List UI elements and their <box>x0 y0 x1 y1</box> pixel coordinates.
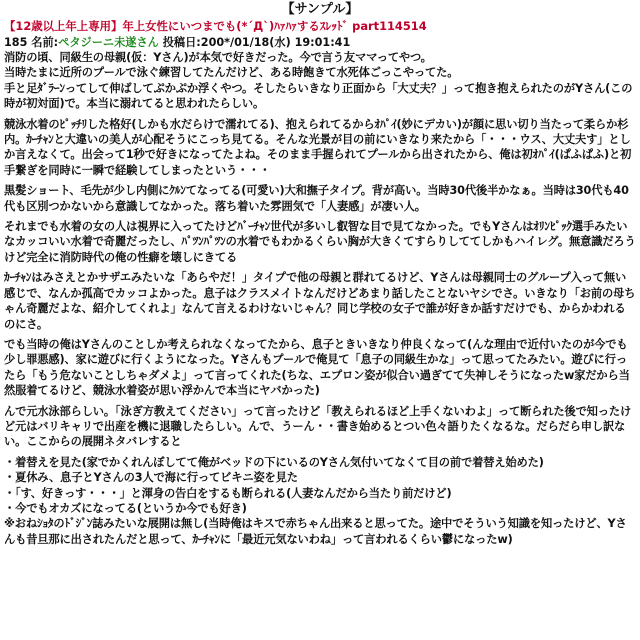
text-line: ｶｰﾁｬﾝはみさえとかサザエみたいな「あらやだ！」タイプで他の母親と群れてるけど、Yさんは母親同士のグループ入って無い感じで、なんか孤高でカッコよかった。息子はクラスメイトなんだけどあまり話したことないヤシでさ。いきなり「お前の母ちゃん奇麗だよな、紹介してくれよ」なんて言えるわけないじゃん？同じ学校の女子で誰が好きか話すだけでも、からかわれるのにさ。 <box>4 271 636 331</box>
text-line: 手と足ﾀﾞﾗｰﾝってして伸ばしてぷかぷか浮くやつ。そしたらいきなり正面から「大丈夫？」って抱き抱えられたのがYさん(この時が初対面)で。本当に溺れてると思われたらしい。 <box>4 81 633 111</box>
text-line: 消防の頃、同級生の母親(仮：Yさん)が本気で好きだった。今で言う友ママってやつ。 <box>4 51 432 64</box>
post-date: 200*/01/18(水) 19:01:41 <box>200 35 351 49</box>
paragraph <box>4 404 636 450</box>
paragraph <box>4 183 636 214</box>
page-title: 【サンプル】 <box>281 2 359 17</box>
text-line: でも当時の俺はYさんのことしか考えられなくなってたから、息子ときいきなり仲良くなって(んな理由で近付いたのが今でも少し罪悪感)、家に遊びに行くようになった。Yさんもプールで俺見て「息子の同級生かな」って思ってたみたい。遊びに行ったら「もう危ないことしちゃダメよ」って言ってくれた(ちな、エプロン姿が似合い過ぎてて失神しそうになったw家だから当然服着てるけど、競泳水着姿が思い浮かんで本当にヤバかった) <box>4 337 630 398</box>
post-number: 185 <box>4 35 28 49</box>
paragraph <box>4 337 636 399</box>
text-line: 当時たまに近所のプールで泳ぐ練習してたんだけど、ある時飽きて水死体ごっこやってた。 <box>4 66 459 80</box>
text-line: ・今でもオカズになってる(というか今でも好き) <box>4 501 247 515</box>
paragraph <box>4 50 636 112</box>
post-header <box>4 35 636 51</box>
text-line: んで元水泳部らしい。「泳ぎ方教えてください」って言ったけど「教えられるほど上手くないわよ」って断られた後で知ったけど元はバリキャリで出産を機に退職したらしい。んで、うーん・・書き始めるとつい色々語りたくなるな。だらだら申し訳ない。ここからの展開ネタバレすると <box>4 404 632 449</box>
paragraph <box>4 455 636 547</box>
poster-name: ペタジーニ未遂さん <box>58 35 159 49</box>
text-line: ・「す、好きっす・・・」と渾身の告白をするも断られる(人妻なんだから当たり前だけど) <box>4 486 452 500</box>
paragraph <box>4 219 636 265</box>
post-name-label: 名前: <box>31 35 59 49</box>
text-line: 黒髪ショート、毛先が少し内側にｸﾙﾝてなってる(可愛い)大和撫子タイプ。背が高い。当時30代後半かなぁ。当時は30代も40代も区別つかないから意識してなかった。落ち着いた雰囲気で「人妻感」が凄い人。 <box>4 184 629 213</box>
text-line: ※おねｼｮﾀのﾄﾞｼﾞﾝ誌みたいな展開は無し(当時俺はキスで赤ちゃん出来ると思ってた。途中でそういう知識を知ったけど、Yさんも昔旦那に出されたんだと思って、ｶｰﾁｬﾝに「最近元気ないわね」って言われるくらい鬱になったw) <box>4 517 627 546</box>
post-date-label: 投稿日: <box>162 35 201 49</box>
text-line: ・着替えを見た(家でかくれんぼしてて俺がベッドの下にいるのYさん気付いてなくて目の前で着替え始めた) <box>4 455 544 469</box>
text-line: ・夏休み、息子とYさんの3人で海に行ってビキニ姿を見た <box>4 471 298 485</box>
paragraph <box>4 117 636 179</box>
post-body <box>4 50 636 547</box>
text-line: 競泳水着のﾋﾟｯﾁﾘした格好(しかも水だらけで濡れてる)、抱えられてるからｵﾊﾟｲ(妙にデカい)が顔に思い切り当たって柔らか杉内。ｶｰﾁｬﾝと大違いの美人が心配そうにこっち見てる。そんな光景が目の前にいきなり来たから「・・・ウス、大丈夫す」としか言えなくて。出会って1秒で好きになってたよね。そのまま手握られてプールから出されたから、俺は初ｵﾊﾟｲ(ぱふぱふ)と初手繋ぎを同時に一瞬で経験してしまったという・・・ <box>4 117 632 177</box>
thread-title: 【12歳以上年上専用】年上女性にいつまでも(*´Д`)ﾊｧﾊｧするｽﾚｯﾄﾞ part114514 <box>4 19 427 33</box>
paragraph <box>4 270 636 332</box>
text-line: それまでも水着の女の人は視界に入ってたけどﾊﾞｰﾁｬﾝ世代が多いし叡智な目で見てなかった。でもYさんはｵﾘﾝﾋﾟｯｸ選手みたいなカッコいい水着で奇麗だったし、ﾊﾟﾂﾝﾊﾟﾂﾝの水着でもわかるくらい胸が大きくてすらりしててしかもハイレグ。無意識だろうけど完全に消防時代の俺の性癖を壊しにきてる <box>4 220 636 264</box>
